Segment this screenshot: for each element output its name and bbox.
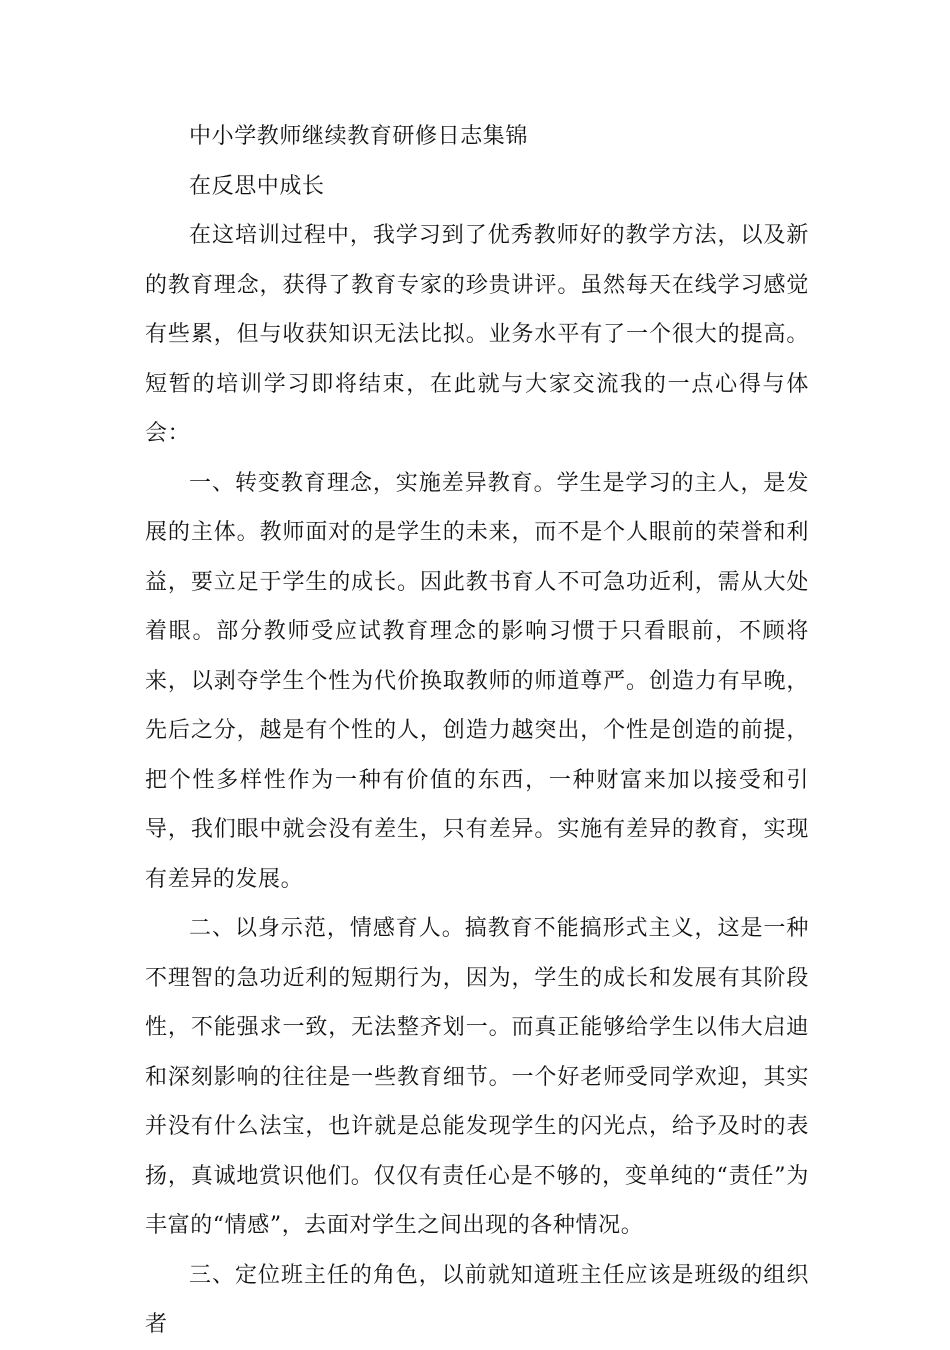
paragraph-point-one: 一、转变教育理念，实施差异教育。学生是学习的主人，是发展的主体。教师面对的是学生的未来，而不是个人眼前的荣誉和利益，要立足于学生的成长。因此教书育人不可急功近利，需从大处着眼。部分教师受应试教育理念的影响习惯于只看眼前，不顾将来，以剥夺学生个性为代价换取教师的师道尊严。创造力有早晚，先后之分，越是有个性的人，创造力越突出，个性是创造的前提，把个性多样性作为一种有价值的东西，一种财富来加以接受和引导，我们眼中就会没有差生，只有差异。实施有差异的教育，实现有差异的发展。 (145, 470, 809, 892)
document-subtitle: 在反思中成长 (189, 173, 325, 199)
document-title: 中小学教师继续教育研修日志集锦 (189, 124, 529, 149)
paragraph-intro: 在这培训过程中，我学习到了优秀教师好的教学方法，以及新的教育理念，获得了教育专家的珍贵讲评。虽然每天在线学习感觉有些累，但与收获知识无法比拟。业务水平有了一个很大的提高。短暂的培训学习即将结束，在此就与大家交流我的一点心得与体会： (145, 223, 809, 446)
paragraph-point-two: 二、以身示范，情感育人。搞教育不能搞形式主义，这是一种不理智的急功近利的短期行为，因为，学生的成长和发展有其阶段性，不能强求一致，无法整齐划一。而真正能够给学生以伟大启迪和深刻影响的往往是一些教育细节。一个好老师受同学欢迎，其实并没有什么法宝，也许就是总能发现学生的闪光点，给予及时的表扬，真诚地赏识他们。仅仅有责任心是不够的，变单纯的“责任”为丰富的“情感”，去面对学生之间出现的各种情况。 (145, 916, 809, 1238)
paragraph-point-three: 三、定位班主任的角色，以前就知道班主任应该是班级的组织者 (145, 1262, 809, 1337)
document-body (145, 112, 809, 1350)
